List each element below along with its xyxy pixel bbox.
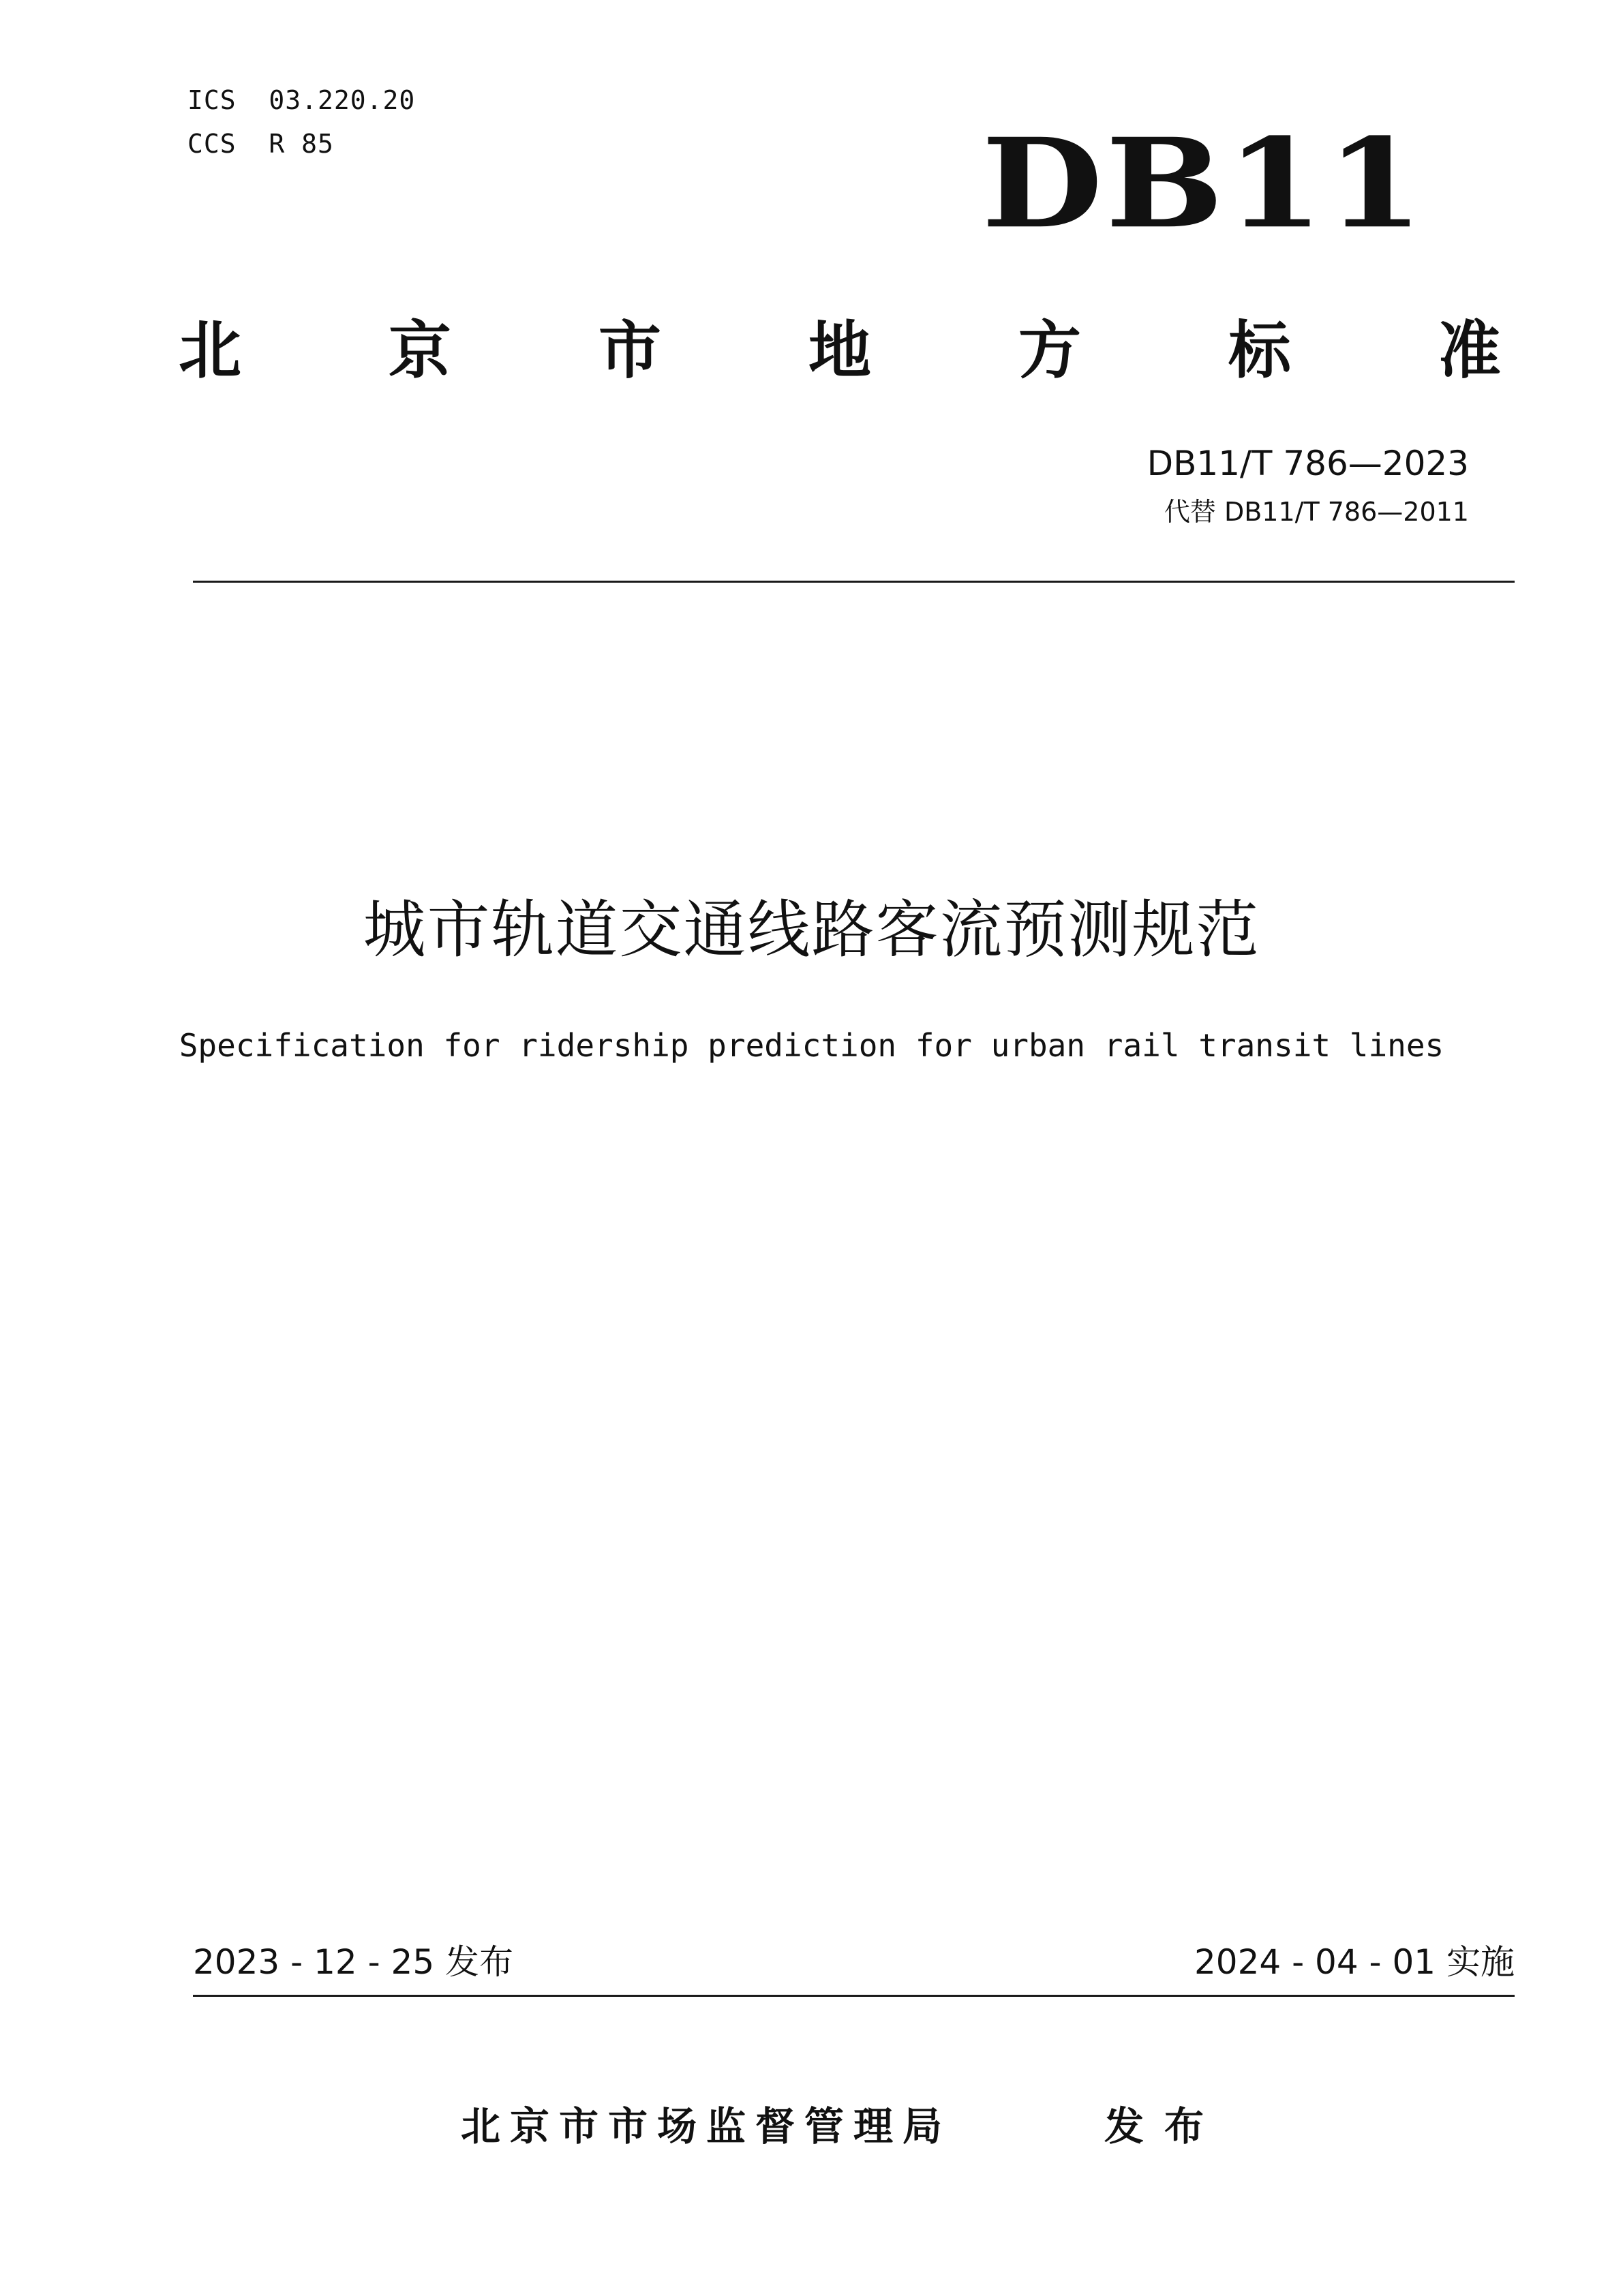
- standard-type-char: 准: [1438, 314, 1501, 387]
- publish-label: 发布: [1104, 2103, 1225, 2149]
- top-divider: [193, 581, 1515, 583]
- document-title-chinese: 城市轨道交通线路客流预测规范: [363, 893, 1260, 966]
- publisher-name: 北京市市场监督管理局: [461, 2103, 952, 2149]
- document-title-english: Specification for ridership prediction for urban rail transit lines: [179, 1027, 1444, 1064]
- standard-type-char: 北: [179, 314, 242, 387]
- implementation-date: 2024 - 04 - 01 实施: [1194, 1942, 1515, 1982]
- standard-type-char: 地: [808, 314, 871, 387]
- standard-number: DB11/T 786—2023: [1147, 444, 1469, 483]
- standard-type-char: 市: [598, 314, 661, 387]
- classification-codes: [187, 78, 415, 166]
- issue-date: 2023 - 12 - 25 发布: [193, 1942, 514, 1982]
- bottom-divider: [193, 1995, 1515, 1997]
- standard-type-heading: [179, 313, 1501, 388]
- standard-type-char: 京: [388, 314, 451, 387]
- ccs-code: CCS R 85: [187, 129, 334, 159]
- standard-type-char: 方: [1018, 314, 1081, 387]
- standard-type-char: 标: [1228, 314, 1291, 387]
- replaces-standard: 代替 DB11/T 786—2011: [1164, 497, 1469, 527]
- ics-code: ICS 03.220.20: [187, 85, 416, 115]
- db11-mark: DB11: [982, 112, 1427, 256]
